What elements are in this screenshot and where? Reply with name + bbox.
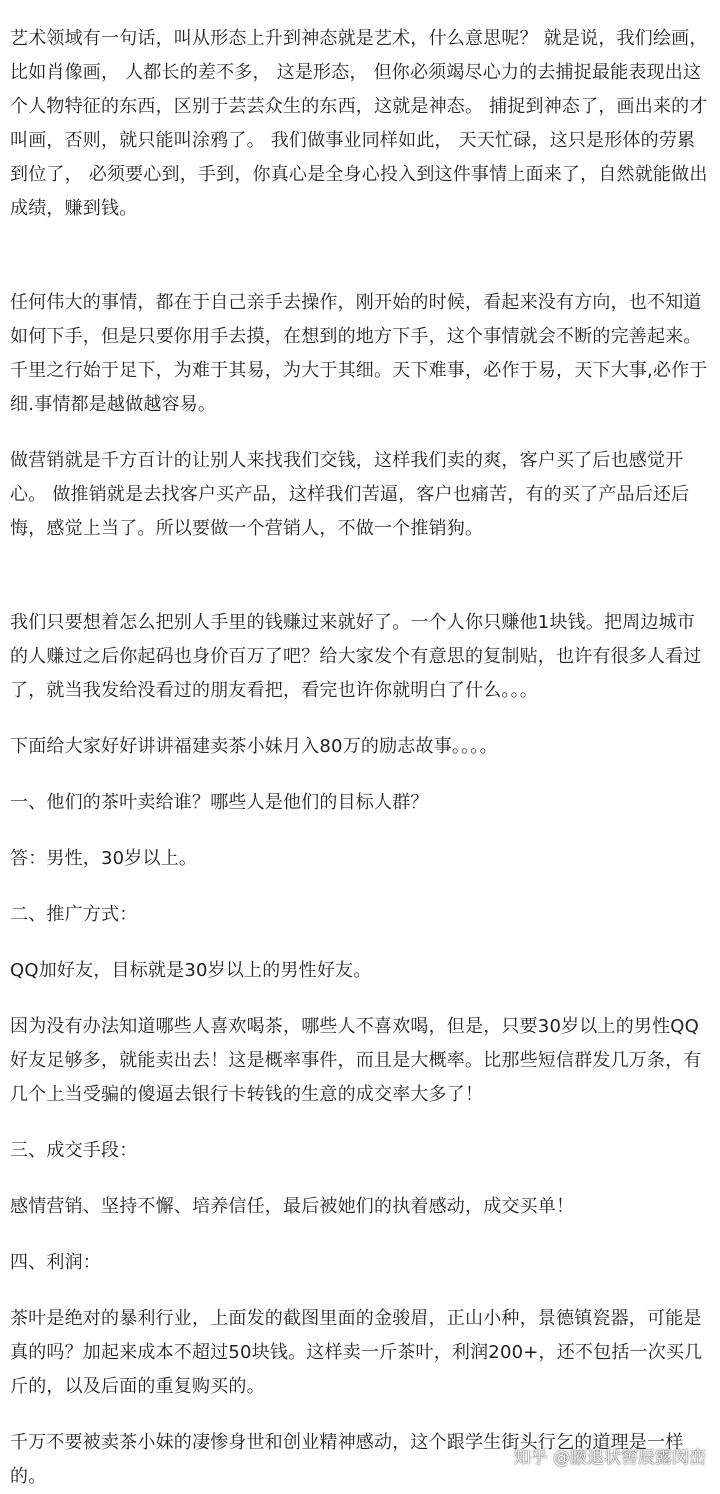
spacer xyxy=(10,932,710,954)
spacer xyxy=(10,764,710,786)
paragraph-marketing-vs-sales: 做营销就是千方百计的让别人来找我们交钱，这样我们卖的爽，客户买了后也感觉开心。 做推销就是去找客户买产品，这样我们苦逼，客户也痛苦，有的买了产品后还后悔，感觉上当了。所以要做一个营销人，不做一个推销狗。 xyxy=(10,450,690,539)
paragraph-qq-friends: QQ加好友，目标就是30岁以上的男性好友。 xyxy=(10,960,372,981)
spacer xyxy=(10,1112,710,1134)
spacer xyxy=(10,546,710,606)
paragraph-probability: 因为没有办法知道哪些人喜欢喝茶，哪些人不喜欢喝，但是，只要30岁以上的男性QQ好友足够多，就能卖出去！这是概率事件，而且是大概率。比那些短信群发几万条，有几个上当受骗的傻逼去银行卡转钱的生意的成交率大多了！ xyxy=(10,1016,702,1105)
spacer xyxy=(10,820,710,842)
heading-closing-methods: 三、成交手段： xyxy=(10,1140,138,1161)
paragraph-art-spirit: 艺术领域有一句话，叫从形态上升到神态就是艺术，什么意思呢？ 就是说，我们绘画，比如肖像画， 人都长的差不多， 这是形态， 但你必须竭尽心力的去捕捉最能表现出这个人物特征的东西，区别于芸芸众生的东西，这就是神态。 捕捉到神态了，画出来的才叫画，否则，就只能叫涂鸦了。 我们做事业同样如此， 天天忙碌，这只是形体的劳累到位了， 必须要心到，手到，你真心是全身心投入到这件事情上面来了，自然就能做出成绩，赚到钱。 xyxy=(10,28,708,219)
heading-promotion: 二、推广方式： xyxy=(10,904,138,925)
paragraph-emotional-marketing: 感情营销、坚持不懈、培养信任，最后被她们的执着感动，成交买单！ xyxy=(10,1196,575,1217)
paragraph-tea-profit: 茶叶是绝对的暴利行业，上面发的截图里面的金骏眉，正山小种，景德镇瓷器，可能是真的吗？加起来成本不超过50块钱。这样卖一斤茶叶，利润200+，还不包括一次买几斤的，以及后面的重复购买的。 xyxy=(10,1308,703,1397)
paragraph-warning: 千万不要被卖茶小妹的凄惨身世和创业精神感动，这个跟学生街头行乞的道理是一样的。 xyxy=(10,1432,684,1487)
spacer xyxy=(10,708,710,730)
spacer xyxy=(10,1224,710,1246)
paragraph-story-intro: 下面给大家好好讲讲福建卖茶小妹月入80万的励志故事。。。。 xyxy=(10,736,498,757)
paragraph-answer: 答：男性，30岁以上。 xyxy=(10,848,198,869)
spacer xyxy=(10,422,710,444)
paragraph-earn-money: 我们只要想着怎么把别人手里的钱赚过来就好了。一个人你只赚他1块钱。把周边城市的人赚过之后你起码也身价百万了吧？给大家发个有意思的复制贴，也许有很多人看过了，就当我发给没看过的朋友看把，看完也许你就明白了什么。。。 xyxy=(10,612,702,701)
heading-profit: 四、利润： xyxy=(10,1252,101,1273)
spacer xyxy=(10,1168,710,1190)
spacer xyxy=(10,988,710,1010)
spacer xyxy=(10,1404,710,1426)
paragraph-great-things: 任何伟大的事情，都在于自己亲手去操作，刚开始的时候，看起来没有方向，也不知道如何下手，但是只要你用手去摸，在想到的地方下手，这个事情就会不断的完善起来。千里之行始于足下，为难于其易，为大于其细。天下难事，必作于易，天下大事,必作于细.事情都是越做越容易。 xyxy=(10,292,708,415)
spacer xyxy=(10,226,710,286)
zhihu-watermark: 知乎 @腋退状窖辰露闵峦 xyxy=(513,1448,706,1468)
spacer xyxy=(10,876,710,898)
heading-target-audience: 一、他们的茶叶卖给谁？哪些人是他们的目标人群？ xyxy=(10,792,429,813)
spacer xyxy=(10,1280,710,1302)
